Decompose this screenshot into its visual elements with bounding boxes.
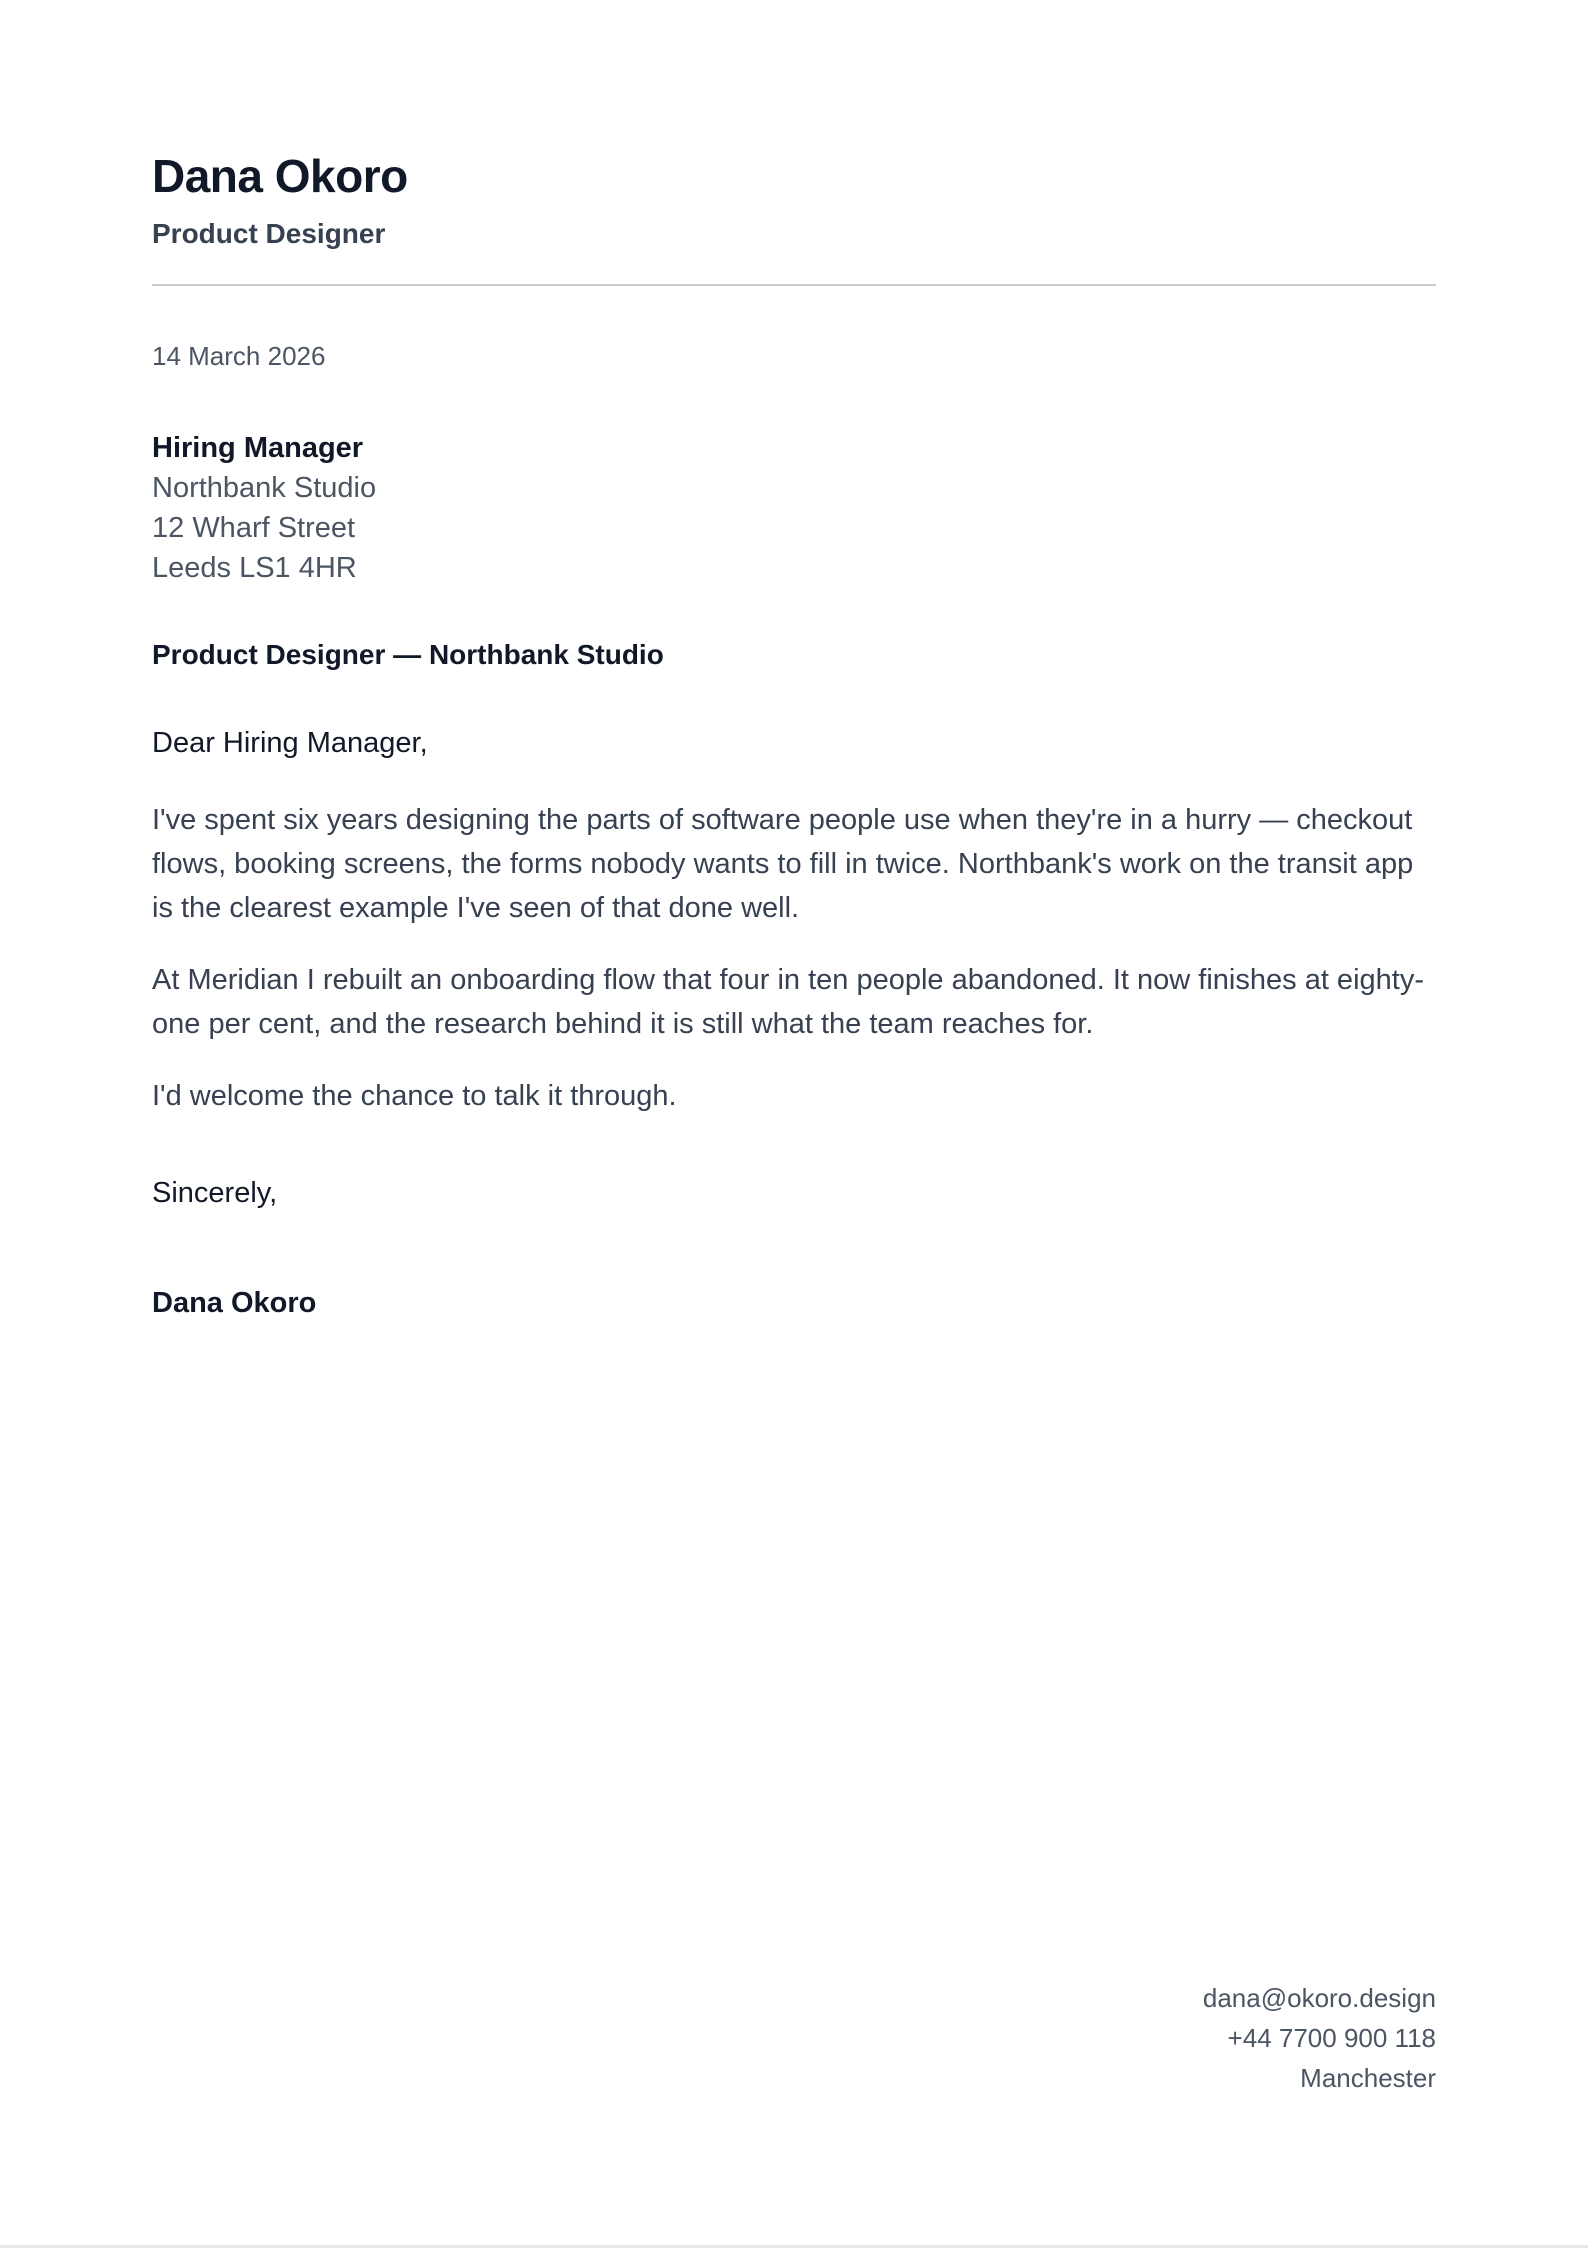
header-divider	[152, 284, 1436, 286]
letter-subject: Product Designer — Northbank Studio	[152, 639, 664, 670]
sender-role: Product Designer	[152, 218, 386, 249]
recipient-name: Hiring Manager	[152, 432, 364, 464]
body-paragraph: I'd welcome the chance to talk it through.	[152, 1080, 677, 1112]
cover-letter-page	[152, 0, 1436, 2248]
contact-phone: +44 7700 900 118	[1227, 2023, 1436, 2053]
sender-name: Dana Okoro	[152, 150, 408, 202]
recipient-address-block	[152, 428, 376, 588]
contact-email: dana@okoro.design	[1202, 1983, 1436, 2013]
letter-body	[152, 798, 1436, 1146]
contact-block	[1203, 1978, 1436, 2098]
salutation: Dear Hiring Manager,	[152, 727, 428, 759]
body-paragraph: At Meridian I rebuilt an onboarding flow that four in ten people abandoned. It now finishes at eighty-one per cent, and the research behind it is still what the team reaches for.	[152, 964, 1424, 1040]
contact-location: Manchester	[1300, 2063, 1436, 2093]
body-paragraph: I've spent six years designing the parts of software people use when they're in a hurry — checkout flows, booking screens, the forms nobody wants to fill in twice. Northbank's work on the transit app is the clearest example I've seen of that done well.	[152, 804, 1414, 924]
recipient-company: Northbank Studio	[152, 472, 377, 504]
recipient-street: 12 Wharf Street	[152, 512, 356, 544]
letter-date: 14 March 2026	[152, 341, 326, 371]
closing: Sincerely,	[152, 1177, 278, 1209]
signature-name: Dana Okoro	[152, 1287, 317, 1319]
recipient-city: Leeds LS1 4HR	[152, 552, 357, 584]
